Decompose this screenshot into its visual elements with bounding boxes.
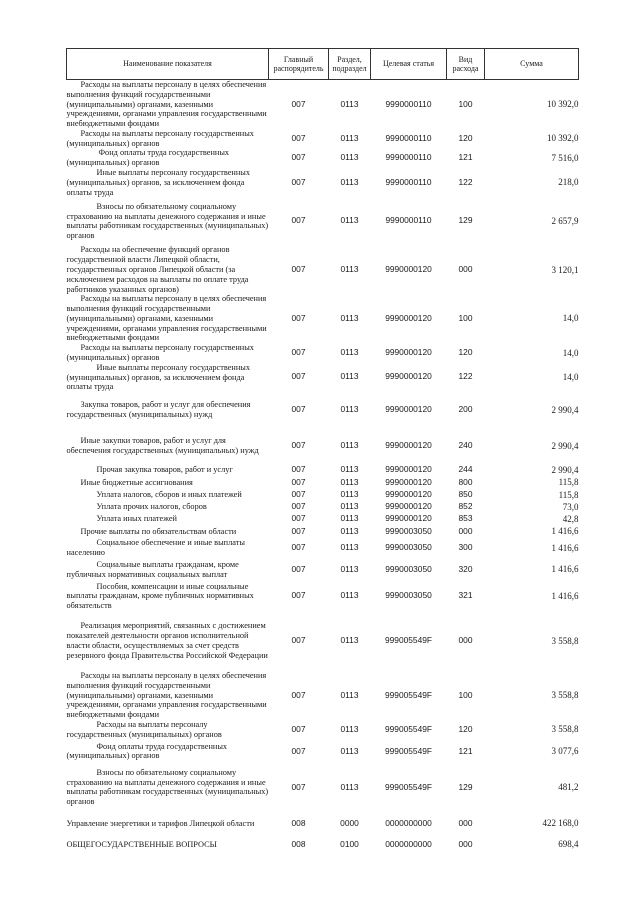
row-name-text: Пособия, компенсации и иные социальные выплаты гражданам, кроме публичных нормативных обязательств bbox=[66, 581, 254, 611]
table-row bbox=[67, 811, 579, 835]
cell-name bbox=[67, 363, 269, 392]
cell-gr: 007 bbox=[291, 152, 306, 163]
cell-ts: 999005549F bbox=[384, 745, 433, 756]
cell-vr: 120 bbox=[458, 347, 473, 358]
table-row bbox=[67, 538, 579, 558]
cell-sum: 7 516,0 bbox=[551, 152, 579, 163]
cell-gr: 007 bbox=[291, 723, 306, 734]
cell-ra: 0113 bbox=[340, 745, 359, 756]
cell-sum: 115,8 bbox=[558, 477, 579, 488]
cell-vr: 000 bbox=[458, 525, 473, 536]
row-name-text: Прочие выплаты по обязательствам области bbox=[80, 526, 237, 536]
cell-name bbox=[67, 835, 269, 853]
cell-sum: 698,4 bbox=[558, 839, 579, 850]
table-row bbox=[67, 363, 579, 392]
cell-ts: 9990000120 bbox=[385, 312, 432, 323]
cell-ts: 9990003050 bbox=[385, 541, 432, 552]
cell-ra: 0113 bbox=[340, 689, 359, 700]
row-name-text: Социальное обеспечение и иные выплаты населению bbox=[66, 538, 245, 557]
cell-vr: 100 bbox=[458, 98, 473, 109]
cell-ra: 0113 bbox=[340, 563, 359, 574]
cell-gr: 007 bbox=[291, 176, 306, 187]
cell-name bbox=[67, 489, 269, 501]
cell-vr: 122 bbox=[458, 176, 473, 187]
cell-vr: 800 bbox=[458, 476, 473, 487]
row-name-text: Взносы по обязательному социальному страхованию на выплаты денежного содержания и иные выплаты работникам государственных (муниципальных) органов bbox=[66, 201, 269, 241]
cell-gr: 007 bbox=[291, 501, 306, 512]
cell-name bbox=[67, 739, 269, 763]
cell-ra: 0113 bbox=[340, 404, 359, 415]
cell-ts: 999005549F bbox=[384, 635, 433, 646]
table-row bbox=[67, 513, 579, 525]
cell-gr: 007 bbox=[291, 745, 306, 756]
cell-ra: 0113 bbox=[340, 723, 359, 734]
cell-vr: 300 bbox=[458, 541, 473, 552]
table-row bbox=[67, 80, 579, 129]
cell-vr: 000 bbox=[458, 635, 473, 646]
cell-sum: 2 657,9 bbox=[551, 216, 579, 227]
cell-gr: 007 bbox=[291, 312, 306, 323]
cell-gr: 007 bbox=[291, 347, 306, 358]
cell-name bbox=[67, 525, 269, 538]
cell-vr: 200 bbox=[458, 404, 473, 415]
row-name-text: Расходы на выплаты персоналу в целях обеспечения выполнения функций государственными (муниципальными) органами, казенными учреждениями, органами управления государственными внебюджетными фондами bbox=[66, 671, 267, 720]
row-name-text: Реализация мероприятий, связанных с достижением показателей деятельности органов исполнительной власти области, осуществляемых за счет средств резервного фонда Правительства Российской Федерации bbox=[66, 621, 268, 660]
cell-gr: 007 bbox=[291, 489, 306, 500]
cell-sum: 3 120,1 bbox=[551, 264, 579, 275]
cell-name bbox=[67, 148, 269, 168]
row-name-text: Расходы на выплаты персоналу государственных (муниципальных) органов bbox=[66, 719, 222, 739]
row-name-text: Расходы на выплаты персоналу в целях обеспечения выполнения функций государственными (муниципальными) органами, казенными учреждениями, органами управления государственными внебюджетными фондами bbox=[66, 80, 267, 129]
cell-gr: 007 bbox=[291, 781, 306, 792]
cell-ra: 0113 bbox=[340, 590, 359, 601]
cell-ra: 0113 bbox=[340, 525, 359, 536]
row-name-text: Прочая закупка товаров, работ и услуг bbox=[96, 465, 233, 475]
table-row bbox=[67, 476, 579, 489]
table-row bbox=[67, 611, 579, 671]
cell-sum: 2 990,4 bbox=[551, 464, 579, 475]
cell-gr: 007 bbox=[291, 440, 306, 451]
row-name-text: Социальные выплаты гражданам, кроме публичных нормативных социальных выплат bbox=[66, 559, 239, 579]
table-row bbox=[67, 245, 579, 294]
cell-ts: 9990000120 bbox=[385, 263, 432, 274]
cell-ts: 0000000000 bbox=[385, 838, 432, 849]
row-name-text: Иные выплаты персоналу государственных (муниципальных) органов, за исключением фонда оплаты труда bbox=[66, 168, 251, 197]
cell-gr: 007 bbox=[291, 263, 306, 274]
cell-ra: 0100 bbox=[340, 838, 359, 849]
table-row bbox=[67, 148, 579, 168]
row-name-text: Иные выплаты персоналу государственных (муниципальных) органов, за исключением фонда оплаты труда bbox=[66, 362, 251, 392]
cell-sum: 3 558,8 bbox=[551, 690, 579, 701]
row-name-text: Расходы на выплаты персоналу государственных (муниципальных) органов bbox=[66, 128, 254, 148]
cell-ts: 9990000120 bbox=[385, 476, 432, 487]
table-row bbox=[67, 392, 579, 428]
cell-sum: 10 392,0 bbox=[547, 133, 579, 144]
cell-name bbox=[67, 582, 269, 611]
cell-name bbox=[67, 428, 269, 464]
cell-name bbox=[67, 501, 269, 513]
table-row bbox=[67, 525, 579, 538]
cell-vr: 244 bbox=[458, 464, 473, 475]
cell-vr: 240 bbox=[458, 440, 473, 451]
cell-gr: 008 bbox=[291, 838, 306, 849]
table-row bbox=[67, 168, 579, 197]
cell-gr: 007 bbox=[291, 476, 306, 487]
cell-sum: 3 558,8 bbox=[551, 724, 579, 735]
cell-vr: 120 bbox=[458, 132, 473, 143]
cell-ts: 9990000110 bbox=[385, 215, 432, 226]
cell-vr: 129 bbox=[458, 781, 473, 792]
cell-ra: 0113 bbox=[340, 176, 359, 187]
cell-ra: 0113 bbox=[340, 440, 359, 451]
cell-gr: 008 bbox=[291, 817, 306, 828]
cell-name bbox=[67, 129, 269, 149]
cell-ts: 999005549F bbox=[384, 723, 433, 734]
cell-name bbox=[67, 513, 269, 525]
cell-sum: 3 558,8 bbox=[551, 635, 579, 646]
cell-ra: 0113 bbox=[340, 132, 359, 143]
cell-vr: 100 bbox=[458, 312, 473, 323]
row-name-text: Расходы на выплаты персоналу в целях обеспечения выполнения функций государственными (муниципальными) органами, казенными учреждениями, органами управления государственными внебюджетными фондами bbox=[66, 294, 267, 343]
cell-sum: 1 416,6 bbox=[551, 591, 579, 602]
table-row bbox=[67, 343, 579, 363]
cell-sum: 3 077,6 bbox=[551, 746, 579, 757]
cell-sum: 2 990,4 bbox=[551, 404, 579, 415]
header-name: Наименование показателя bbox=[67, 49, 269, 80]
row-name-text: Фонд оплаты труда государственных (муниципальных) органов bbox=[66, 148, 230, 168]
table-body bbox=[67, 80, 579, 854]
cell-gr: 007 bbox=[291, 513, 306, 524]
table-row bbox=[67, 464, 579, 476]
table-row bbox=[67, 582, 579, 611]
cell-gr: 007 bbox=[291, 689, 306, 700]
cell-name bbox=[67, 476, 269, 489]
cell-gr: 007 bbox=[291, 563, 306, 574]
cell-ra: 0113 bbox=[340, 347, 359, 358]
cell-sum: 481,2 bbox=[558, 782, 579, 793]
cell-ra: 0113 bbox=[340, 635, 359, 646]
cell-sum: 14,0 bbox=[562, 372, 579, 383]
table-row bbox=[67, 835, 579, 853]
table-row bbox=[67, 671, 579, 720]
cell-gr: 007 bbox=[291, 404, 306, 415]
cell-name bbox=[67, 558, 269, 582]
cell-name bbox=[67, 197, 269, 245]
cell-vr: 320 bbox=[458, 563, 473, 574]
header-razdel: Раздел, подраздел bbox=[329, 49, 371, 80]
cell-sum: 14,0 bbox=[562, 347, 579, 358]
table-row bbox=[67, 558, 579, 582]
cell-vr: 122 bbox=[458, 371, 473, 382]
cell-ts: 9990000110 bbox=[385, 132, 432, 143]
row-name-text: Управление энергетики и тарифов Липецкой области bbox=[66, 818, 255, 828]
cell-name bbox=[67, 168, 269, 197]
cell-ts: 9990000120 bbox=[385, 371, 432, 382]
cell-name bbox=[67, 343, 269, 363]
cell-ra: 0113 bbox=[340, 371, 359, 382]
cell-gr: 007 bbox=[291, 132, 306, 143]
cell-vr: 129 bbox=[458, 215, 473, 226]
cell-vr: 000 bbox=[458, 817, 473, 828]
row-name-text: Закупка товаров, работ и услуг для обеспечения государственных (муниципальных) нужд bbox=[66, 400, 251, 420]
table-row bbox=[67, 197, 579, 245]
cell-ra: 0113 bbox=[340, 513, 359, 524]
cell-vr: 000 bbox=[458, 838, 473, 849]
row-name-text: Уплата налогов, сборов и иных платежей bbox=[96, 490, 242, 500]
cell-ts: 0000000000 bbox=[385, 817, 432, 828]
cell-sum: 1 416,6 bbox=[551, 564, 579, 575]
cell-gr: 007 bbox=[291, 541, 306, 552]
table-row bbox=[67, 763, 579, 811]
cell-ts: 9990003050 bbox=[385, 590, 432, 601]
cell-ra: 0000 bbox=[340, 817, 359, 828]
cell-sum: 1 416,6 bbox=[551, 526, 579, 537]
cell-ts: 9990000120 bbox=[385, 489, 432, 500]
cell-sum: 14,0 bbox=[562, 313, 579, 324]
row-name-text: Взносы по обязательному социальному страхованию на выплаты денежного содержания и иные выплаты работникам государственных (муниципальных) органов bbox=[66, 767, 269, 807]
cell-sum: 115,8 bbox=[558, 489, 579, 500]
cell-ts: 999005549F bbox=[384, 689, 433, 700]
cell-ra: 0113 bbox=[340, 541, 359, 552]
header-statia: Целевая статья bbox=[371, 49, 447, 80]
cell-ra: 0113 bbox=[340, 476, 359, 487]
cell-vr: 121 bbox=[458, 745, 473, 756]
cell-ra: 0113 bbox=[340, 489, 359, 500]
cell-name bbox=[67, 464, 269, 476]
cell-vr: 120 bbox=[458, 723, 473, 734]
row-name-text: Уплата прочих налогов, сборов bbox=[96, 502, 207, 512]
table-row bbox=[67, 428, 579, 464]
cell-vr: 853 bbox=[458, 513, 473, 524]
cell-ra: 0113 bbox=[340, 98, 359, 109]
cell-ra: 0113 bbox=[340, 464, 359, 475]
cell-name bbox=[67, 538, 269, 558]
cell-ts: 9990000110 bbox=[385, 152, 432, 163]
cell-ts: 9990000120 bbox=[385, 347, 432, 358]
budget-table bbox=[66, 48, 579, 853]
cell-ra: 0113 bbox=[340, 263, 359, 274]
row-name-text: Фонд оплаты труда государственных (муниципальных) органов bbox=[66, 741, 228, 761]
table-row bbox=[67, 720, 579, 740]
cell-sum: 73,0 bbox=[562, 501, 579, 512]
cell-name bbox=[67, 80, 269, 129]
table-row bbox=[67, 489, 579, 501]
cell-gr: 007 bbox=[291, 98, 306, 109]
cell-name bbox=[67, 671, 269, 720]
cell-name bbox=[67, 245, 269, 294]
header-vid: Вид расхода bbox=[447, 49, 485, 80]
cell-ra: 0113 bbox=[340, 501, 359, 512]
cell-name bbox=[67, 811, 269, 835]
cell-gr: 007 bbox=[291, 525, 306, 536]
cell-ts: 9990003050 bbox=[385, 525, 432, 536]
cell-vr: 321 bbox=[458, 590, 473, 601]
cell-sum: 42,8 bbox=[562, 513, 579, 524]
row-name-text: Расходы на выплаты персоналу государственных (муниципальных) органов bbox=[66, 343, 254, 362]
cell-vr: 852 bbox=[458, 501, 473, 512]
cell-vr: 850 bbox=[458, 489, 473, 500]
cell-vr: 100 bbox=[458, 689, 473, 700]
cell-gr: 007 bbox=[291, 371, 306, 382]
row-name-text: Расходы на обеспечение функций органов государственной власти Липецкой области, государственных органов Липецкой области (за исключением расходов на выплаты по оплате труда работников указанных органов) bbox=[66, 245, 249, 294]
cell-ts: 9990000120 bbox=[385, 464, 432, 475]
cell-ts: 999005549F bbox=[384, 781, 433, 792]
cell-vr: 121 bbox=[458, 152, 473, 163]
cell-name bbox=[67, 763, 269, 811]
table-header-row bbox=[67, 49, 579, 80]
cell-gr: 007 bbox=[291, 635, 306, 646]
cell-sum: 422 168,0 bbox=[542, 818, 579, 829]
row-name-text: Иные бюджетные ассигнования bbox=[80, 477, 193, 487]
cell-ts: 9990000120 bbox=[385, 513, 432, 524]
cell-gr: 007 bbox=[291, 464, 306, 475]
header-summa: Сумма bbox=[485, 49, 579, 80]
cell-ts: 9990000110 bbox=[385, 98, 432, 109]
cell-name bbox=[67, 294, 269, 343]
table-row bbox=[67, 501, 579, 513]
cell-sum: 218,0 bbox=[558, 177, 579, 188]
header-glavny: Главный распорядитель bbox=[269, 49, 329, 80]
cell-ts: 9990000110 bbox=[385, 176, 432, 187]
cell-ra: 0113 bbox=[340, 781, 359, 792]
cell-ra: 0113 bbox=[340, 312, 359, 323]
row-name-text: Иные закупки товаров, работ и услуг для обеспечения государственных (муниципальных) нужд bbox=[66, 436, 259, 456]
table-row bbox=[67, 294, 579, 343]
cell-sum: 2 990,4 bbox=[551, 440, 579, 451]
table-row bbox=[67, 129, 579, 149]
cell-name bbox=[67, 611, 269, 671]
row-name-text: ОБЩЕГОСУДАРСТВЕННЫЕ ВОПРОСЫ bbox=[66, 839, 217, 849]
cell-ts: 9990000120 bbox=[385, 501, 432, 512]
cell-vr: 000 bbox=[458, 263, 473, 274]
cell-ra: 0113 bbox=[340, 152, 359, 163]
table-row bbox=[67, 739, 579, 763]
cell-ts: 9990003050 bbox=[385, 563, 432, 574]
cell-sum: 10 392,0 bbox=[547, 99, 579, 110]
cell-ra: 0113 bbox=[340, 215, 359, 226]
cell-name bbox=[67, 720, 269, 740]
cell-ts: 9990000120 bbox=[385, 404, 432, 415]
cell-gr: 007 bbox=[291, 215, 306, 226]
row-name-text: Уплата иных платежей bbox=[96, 514, 177, 524]
cell-name bbox=[67, 392, 269, 428]
cell-ts: 9990000120 bbox=[385, 440, 432, 451]
cell-sum: 1 416,6 bbox=[551, 542, 579, 553]
cell-gr: 007 bbox=[291, 590, 306, 601]
